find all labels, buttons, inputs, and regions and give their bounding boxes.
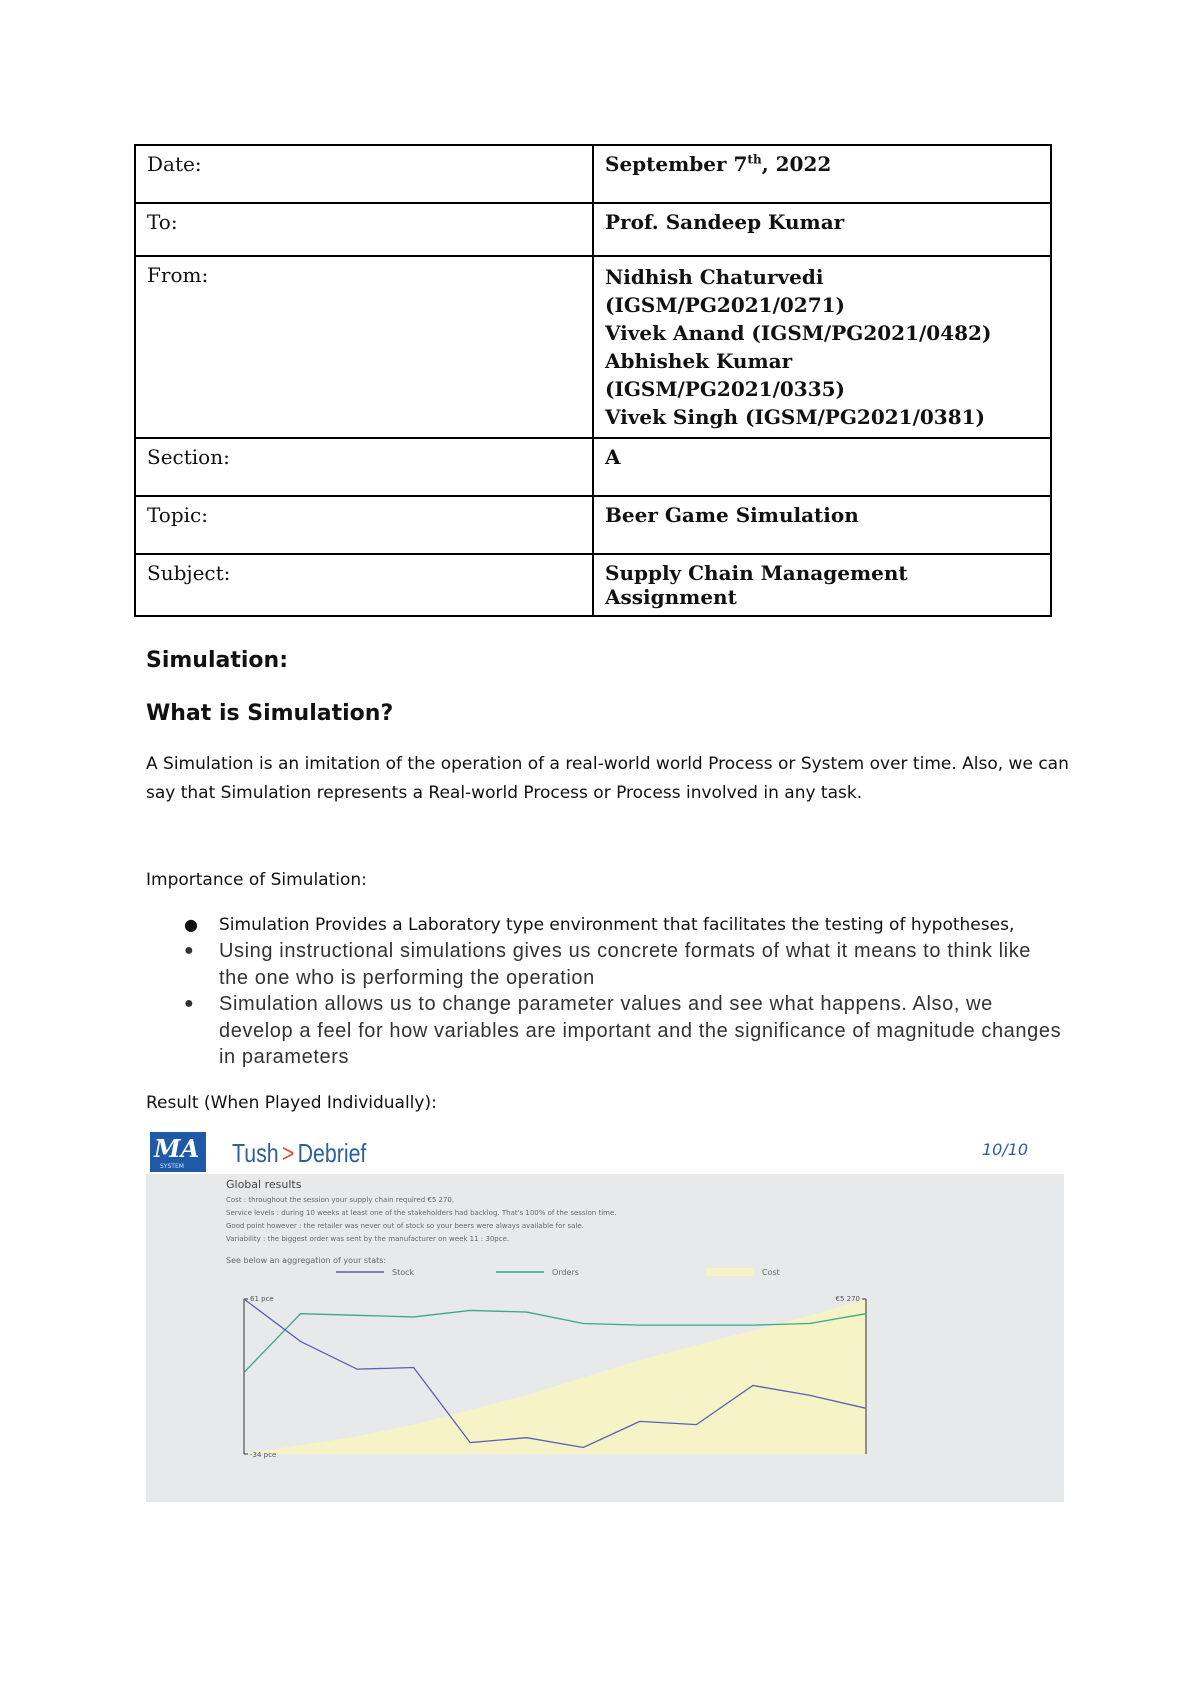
list-item: ● Simulation allows us to change parameter values and see what happens. Also, we develop a feel for how variables are important and the significance of magnitude changes in parameters [184,993,1062,1068]
chevron-right-icon: > [281,1138,295,1168]
debrief-screenshot [146,1128,1064,1502]
axis-label-top-right: €5 270 [835,1295,860,1303]
subject-label: Subject: [135,554,593,616]
see-below-text: See below an aggregation of your stats: [226,1256,387,1265]
simulation-definition-paragraph: A Simulation is an imitation of the operation of a real-world world Process or System over time. Also, we can say that Simulation represents a Real-world Process or Process involved in any task. [146,754,1069,803]
breadcrumb-debrief: Debrief [297,1138,367,1168]
breadcrumb-tush: Tush [232,1138,279,1168]
axis-label-top-left: 61 pce [250,1295,274,1303]
from-value [593,256,1051,438]
importance-bullet-list [146,912,1066,1071]
from-label: From: [135,256,593,438]
section-value: A [593,438,1051,496]
bullet-icon: ● [184,915,198,934]
to-label: To: [135,203,593,256]
global-results-title: Global results [226,1178,302,1191]
from-line: (IGSM/PG2021/0271) [605,293,845,317]
section-label: Section: [135,438,593,496]
legend-swatch-cost [706,1268,754,1276]
date-label: Date: [135,145,593,203]
memo-header-table [134,144,1052,617]
score-badge: 10/10 [982,1140,1029,1159]
topic-value: Beer Game Simulation [593,496,1051,554]
from-line: Abhishek Kumar (IGSM/PG2021/0335) [605,349,845,401]
list-item: ● Simulation Provides a Laboratory type environment that facilitates the testing of hypotheses, [146,912,1066,938]
ma-system-logo: MA SYSTEM [150,1132,206,1172]
list-item: ● Using instructional simulations gives us concrete formats of what it means to think like the one who is performing the operation [184,940,1032,989]
cost-area [244,1299,866,1454]
importance-label: Importance of Simulation: [146,870,367,890]
axis-label-bottom-left: -34 pce [250,1451,277,1459]
what-is-simulation-heading: What is Simulation? [146,701,394,726]
bullet-icon: ● [184,942,195,959]
global-results-line: Service levels : during 10 weeks at least one of the stakeholders had backlog. That's 100% of the session time. [226,1209,617,1217]
legend-label-orders: Orders [552,1268,579,1277]
legend-label-stock: Stock [392,1268,415,1277]
topic-label: Topic: [135,496,593,554]
subject-value: Supply Chain Management Assignment [593,554,1051,616]
from-line: Vivek Singh (IGSM/PG2021/0381) [605,405,985,429]
simulation-heading: Simulation: [146,648,288,673]
bullet-icon: ● [184,995,195,1012]
breadcrumb [232,1138,366,1169]
result-label: Result (When Played Individually): [146,1093,437,1113]
from-line: Nidhish Chaturvedi [605,265,824,289]
global-results-line: Cost : throughout the session your supply chain required €5 270. [226,1196,455,1204]
global-results-line: Variability : the biggest order was sent by the manufacturer on week 11 : 30pce. [226,1235,510,1243]
from-line: Vivek Anand (IGSM/PG2021/0482) [605,321,992,345]
legend-label-cost: Cost [762,1268,780,1277]
date-value: September 7th, 2022 [593,145,1051,203]
to-value: Prof. Sandeep Kumar [593,203,1051,256]
global-results-line: Good point however : the retailer was never out of stock so your beers were always available for sale. [226,1222,584,1230]
results-chart [146,1174,1064,1502]
